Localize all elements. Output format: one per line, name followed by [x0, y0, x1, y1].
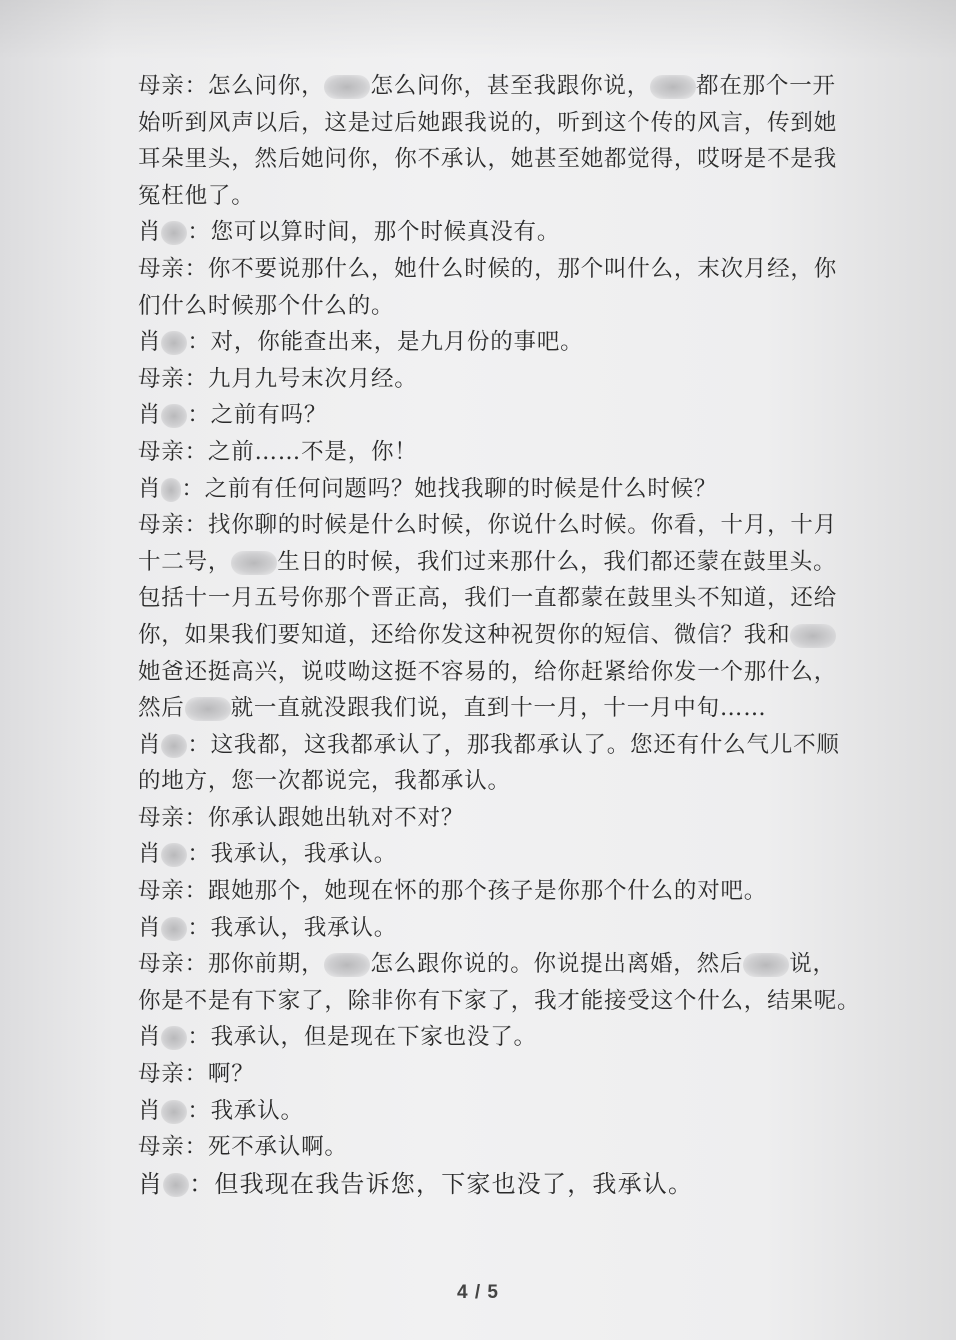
- transcript-line: 母亲：之前……不是，你！: [138, 438, 418, 465]
- page-number: 4 / 5: [457, 1282, 499, 1303]
- transcript-line: 冤枉他了。: [138, 182, 255, 209]
- redacted-name: [324, 75, 370, 99]
- transcript-line: 她爸还挺高兴，说哎呦这挺不容易的，给你赶紧给你发一个那什么，: [138, 658, 838, 685]
- transcript-line: 肖 ：我承认。: [138, 1097, 304, 1124]
- transcript-line: 肖 ：我承认，我承认。: [138, 841, 398, 868]
- transcript-line: 肖 ：之前有任何问题吗？她找我聊的时候是什么时候？: [138, 475, 718, 502]
- transcript-line: 母亲：怎么问你， 怎么问你，甚至我跟你说， 都在那个一开: [138, 73, 836, 99]
- redacted-name: [161, 734, 187, 758]
- transcript-line: 始听到风声以后，这是过后她跟我说的，听到这个传的风言，传到她: [138, 109, 838, 136]
- transcript-line: 的地方，您一次都说完，我都承认。: [138, 768, 511, 795]
- transcript-line: 肖 ：您可以算时间，那个时候真没有。: [138, 219, 561, 246]
- transcript-line: 肖 ：我承认，但是现在下家也没了。: [138, 1024, 537, 1051]
- transcript-line: 肖 ：但我现在我告诉您，下家也没了，我承认。: [138, 1169, 694, 1198]
- transcript-line: 肖 ：我承认，我承认。: [138, 914, 398, 941]
- transcript-line: 母亲：九月九号末次月经。: [138, 365, 418, 392]
- transcript-line: 肖 ：对，你能查出来，是九月份的事吧。: [138, 329, 584, 356]
- transcript-line: 母亲：你承认跟她出轨对不对？: [138, 804, 465, 831]
- transcript-line: 们什么时候那个什么的。: [138, 292, 395, 319]
- redacted-name: [163, 1173, 189, 1197]
- redacted-name: [161, 331, 187, 355]
- transcript-line: 母亲：那你前期， 怎么跟你说的。你说提出离婚，然后 说，: [138, 951, 836, 978]
- redacted-name: [161, 478, 181, 502]
- transcript-line: 然后 就一直就没跟我们说，直到十一月，十一月中旬……: [138, 695, 767, 722]
- transcript-line: 包括十一月五号你那个晋正高，我们一直都蒙在鼓里头不知道，还给: [138, 585, 838, 612]
- redacted-name: [161, 843, 187, 867]
- transcript-line: 你是不是有下家了，除非你有下家了，我才能接受这个什么，结果呢。: [138, 987, 861, 1014]
- transcript-line: 母亲：找你聊的时候是什么时候，你说什么时候。你看，十月，十月: [138, 512, 838, 539]
- transcript-line: 母亲：死不承认啊。: [138, 1134, 348, 1161]
- transcript-line: 母亲：啊？: [138, 1061, 255, 1088]
- transcript-line: 你，如果我们要知道，还给你发这种祝贺你的短信、微信？我和: [138, 617, 838, 654]
- redacted-name: [324, 953, 370, 977]
- transcript-line: 母亲：你不要说那什么，她什么时候的，那个叫什么，末次月经，你: [138, 255, 838, 282]
- transcript-line: 耳朵里头，然后她问你，你不承认，她甚至她都觉得，哎呀是不是我: [138, 146, 838, 173]
- transcript-body: [138, 68, 861, 1202]
- redacted-name: [185, 697, 231, 721]
- redacted-name: [790, 624, 836, 648]
- redacted-name: [161, 1100, 187, 1124]
- transcript-line: 十二号， 生日的时候，我们过来那什么，我们都还蒙在鼓里头。: [138, 548, 837, 575]
- transcript-line: 肖 ：之前有吗？: [138, 402, 328, 429]
- redacted-name: [743, 953, 789, 977]
- redacted-name: [161, 221, 187, 245]
- transcript-line: 母亲：跟她那个，她现在怀的那个孩子是你那个什么的对吧。: [138, 878, 768, 905]
- page-shadow: [0, 0, 956, 60]
- redacted-name: [231, 551, 277, 575]
- transcript-line: 肖 ：这我都，这我都承认了，那我都承认了。您还有什么气儿不顺: [138, 731, 840, 758]
- redacted-name: [650, 75, 696, 99]
- redacted-name: [161, 404, 187, 428]
- redacted-name: [161, 917, 187, 941]
- redacted-name: [161, 1026, 187, 1050]
